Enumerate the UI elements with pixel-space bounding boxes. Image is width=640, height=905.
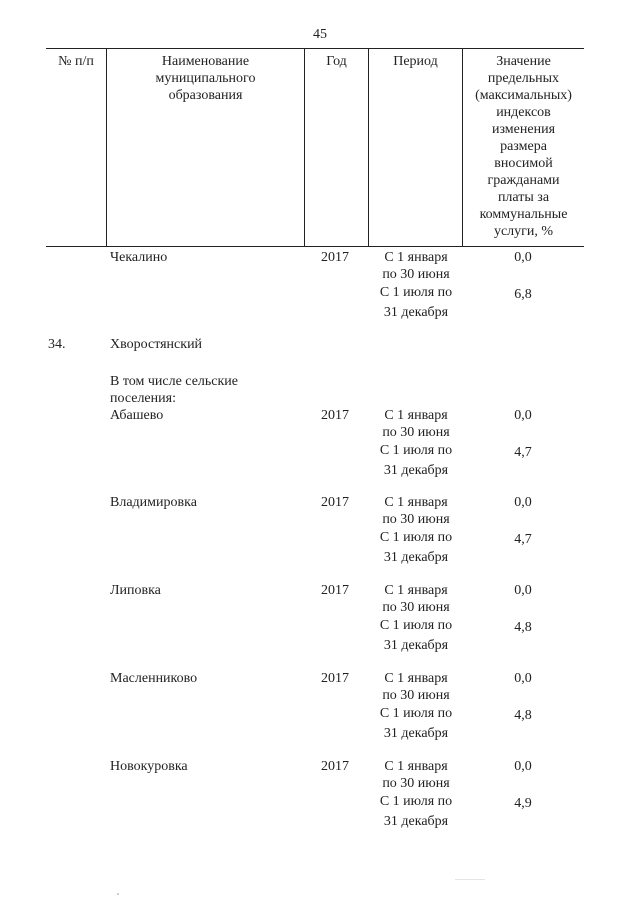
period-cell bbox=[368, 494, 464, 566]
header-number-label: № п/п bbox=[58, 54, 94, 69]
period-line: С 1 июля по bbox=[379, 618, 453, 633]
settlement-name: Владимировка bbox=[110, 495, 197, 510]
period-line: С 1 июля по bbox=[379, 285, 453, 300]
header-name bbox=[107, 49, 304, 246]
period-line: С 1 июля по bbox=[379, 443, 453, 458]
header-value-line: изменения bbox=[491, 122, 556, 137]
period-line: 31 декабря bbox=[383, 814, 449, 829]
header-value bbox=[463, 49, 584, 246]
year-cell: 2017 bbox=[321, 583, 349, 598]
value-cell: 0,0 bbox=[514, 671, 532, 686]
header-value-line: размера bbox=[500, 139, 547, 154]
header-value-line: платы за bbox=[497, 190, 550, 205]
header-year bbox=[305, 49, 368, 246]
period-line: С 1 января bbox=[384, 408, 448, 423]
year-cell: 2017 bbox=[321, 495, 349, 510]
value-cell: 6,8 bbox=[514, 287, 532, 302]
header-value-line: индексов bbox=[496, 105, 551, 120]
header-year-label: Год bbox=[326, 54, 347, 69]
header-name-line: муниципального bbox=[155, 71, 256, 86]
value-cell: 0,0 bbox=[514, 408, 532, 423]
year-cell: 2017 bbox=[321, 671, 349, 686]
district-number: 34. bbox=[48, 337, 66, 352]
period-line: по 30 июня bbox=[382, 267, 450, 282]
table-header bbox=[46, 48, 584, 247]
header-value-line: (максимальных) bbox=[475, 88, 572, 103]
page-number: 45 bbox=[313, 27, 327, 42]
header-value-line: гражданами bbox=[487, 173, 560, 188]
period-cell bbox=[368, 249, 464, 321]
period-line: С 1 января bbox=[384, 583, 448, 598]
period-line: С 1 июля по bbox=[379, 706, 453, 721]
settlement-name: Новокуровка bbox=[110, 759, 188, 774]
header-period-label: Период bbox=[393, 54, 438, 69]
value-cell: 0,0 bbox=[514, 583, 532, 598]
period-cell bbox=[368, 670, 464, 742]
period-line: по 30 июня bbox=[382, 425, 450, 440]
period-line: по 30 июня bbox=[382, 512, 450, 527]
period-line: 31 декабря bbox=[383, 550, 449, 565]
year-cell: 2017 bbox=[321, 250, 349, 265]
settlement-name: Чекалино bbox=[110, 250, 168, 265]
value-cell: 4,7 bbox=[514, 532, 532, 547]
header-period bbox=[369, 49, 462, 246]
header-name-line: Наименование bbox=[161, 54, 250, 69]
value-cell: 4,7 bbox=[514, 445, 532, 460]
header-value-line: предельных bbox=[487, 71, 560, 86]
period-line: по 30 июня bbox=[382, 600, 450, 615]
header-value-line: Значение bbox=[496, 54, 551, 69]
settlement-name: Абашево bbox=[110, 408, 164, 423]
period-line: по 30 июня bbox=[382, 688, 450, 703]
period-line: 31 декабря bbox=[383, 463, 449, 478]
value-cell: 0,0 bbox=[514, 250, 532, 265]
district-subtitle bbox=[110, 373, 238, 407]
value-cell: 0,0 bbox=[514, 495, 532, 510]
period-line: С 1 января bbox=[384, 759, 448, 774]
period-line: 31 декабря bbox=[383, 638, 449, 653]
period-cell bbox=[368, 758, 464, 830]
period-line: С 1 июля по bbox=[379, 794, 453, 809]
period-line: С 1 января bbox=[384, 250, 448, 265]
period-line: 31 декабря bbox=[383, 726, 449, 741]
period-line: по 30 июня bbox=[382, 776, 450, 791]
period-line: 31 декабря bbox=[383, 305, 449, 320]
subtitle-line: поселения: bbox=[110, 391, 176, 406]
period-line: С 1 июля по bbox=[379, 530, 453, 545]
value-cell: 4,9 bbox=[514, 796, 532, 811]
period-cell bbox=[368, 582, 464, 654]
header-value-line: услуги, % bbox=[493, 224, 554, 239]
value-cell: 4,8 bbox=[514, 620, 532, 635]
header-value-line: коммунальные bbox=[479, 207, 568, 222]
header-value-line: вносимой bbox=[494, 156, 553, 171]
year-cell: 2017 bbox=[321, 759, 349, 774]
period-line: С 1 января bbox=[384, 671, 448, 686]
year-cell: 2017 bbox=[321, 408, 349, 423]
subtitle-line: В том числе сельские bbox=[110, 374, 239, 389]
settlement-name: Липовка bbox=[110, 583, 161, 598]
header-number bbox=[46, 49, 106, 246]
value-cell: 4,8 bbox=[514, 708, 532, 723]
period-line: С 1 января bbox=[384, 495, 448, 510]
header-name-line: образования bbox=[168, 88, 243, 103]
scan-speck bbox=[455, 879, 485, 880]
value-cell: 0,0 bbox=[514, 759, 532, 774]
period-cell bbox=[368, 407, 464, 479]
district-name: Хворостянский bbox=[110, 337, 203, 352]
settlement-name: Масленниково bbox=[110, 671, 198, 686]
scan-speck bbox=[117, 893, 119, 895]
